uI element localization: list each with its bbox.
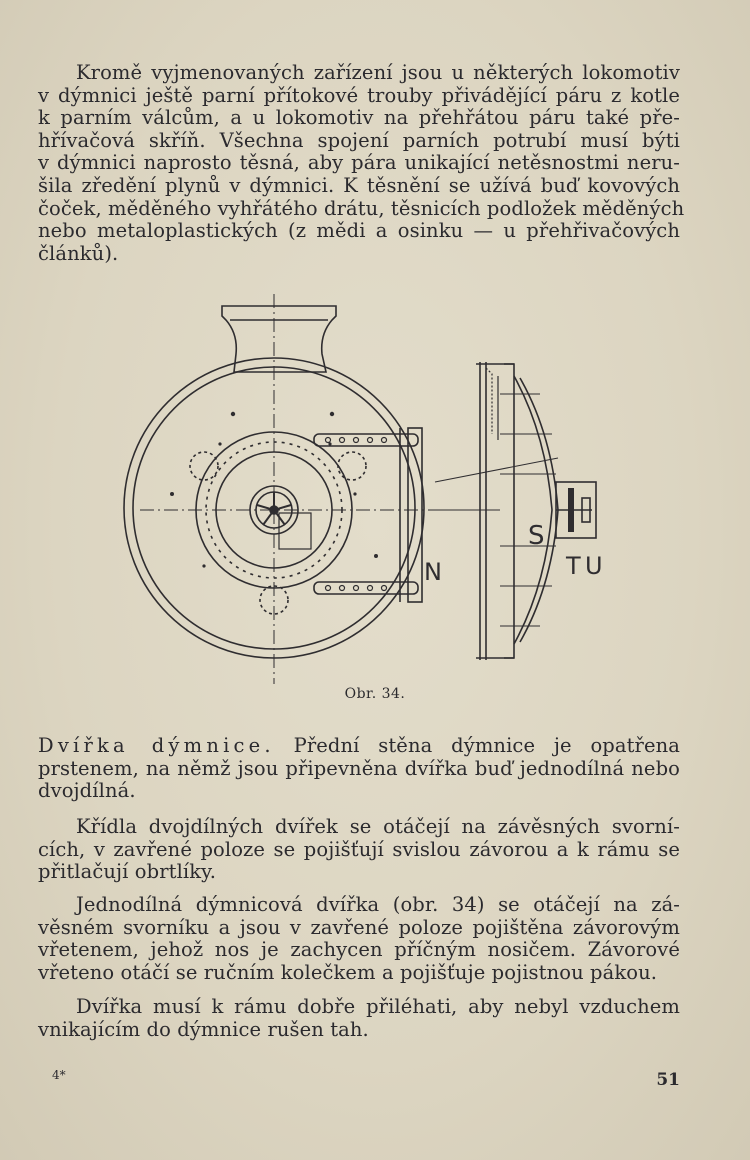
text-line: Dvířka musí k rámu dobře přiléhati, aby nebyl vzduchem — [76, 995, 680, 1018]
label-t: T — [566, 552, 581, 580]
text-line: Kromě vyjmenovaných zařízení jsou u některých lokomotiv — [76, 61, 680, 84]
text-line: Jednodílná dýmnicová dvířka (obr. 34) se otáčejí na zá- — [76, 893, 680, 916]
text-line: vřeteno otáčí se ručním kolečkem a pojišťuje pojistnou pákou. — [38, 960, 658, 984]
text-line: prstenem, na němž jsou připevněna dvířka buď jednodílná nebo — [38, 756, 680, 780]
paragraph-kridla — [38, 816, 680, 884]
text-line: čoček, měděného vyhřátého drátu, těsnicích podložek měděných — [38, 196, 685, 220]
page-number: 51 — [656, 1070, 680, 1090]
paragraph-dvirka — [38, 735, 680, 803]
text-line: cích, v zavřené poloze se pojišťují svislou závorou a k rámu se — [38, 837, 680, 861]
text-fragment: Přední stěna dýmnice je opatřena — [293, 734, 680, 757]
paragraph-jednodilna — [38, 894, 680, 984]
smokebox-door-drawing — [100, 294, 620, 684]
paragraph-intro — [38, 61, 685, 265]
label-n: N — [424, 558, 442, 586]
text-line: v dýmnici naprosto těsná, aby pára unikající netěsnostmi neru- — [38, 151, 680, 175]
text-line: šila zředění plynů v dýmnici. K těsnění se užívá buď kovových — [38, 173, 680, 197]
text-line: Křídla dvojdílných dvířek se otáčejí na závěsných svorní- — [76, 815, 680, 838]
paragraph-prilehat — [38, 996, 680, 1041]
text-line: vřetenem, jehož nos je zachycen příčným nosičem. Závorové — [38, 938, 680, 962]
text-line: hřívačová skříň. Všechna spojení parních potrubí musí býti — [38, 128, 680, 152]
signature-mark: 4* — [52, 1068, 66, 1082]
label-u: U — [585, 552, 603, 580]
label-s: S — [528, 521, 545, 551]
text-line: přitlačují obrtlíky. — [38, 860, 216, 884]
text-line: k parním válcům, a u lokomotiv na přehřátou páru také pře- — [38, 106, 680, 130]
text-line: dvojdílná. — [38, 779, 136, 803]
text-line: článků). — [38, 241, 119, 265]
smokebox-side-section — [435, 362, 596, 660]
smokebox-front-view — [124, 294, 500, 684]
text-line — [38, 735, 680, 758]
figure-caption: Obr. 34. — [344, 686, 406, 702]
text-line: věsném svorníku a jsou v zavřené poloze pojištěna závorovým — [38, 915, 680, 939]
text-line: v dýmnici ještě parní přítokové trouby přivádějící páru z kotle — [38, 83, 680, 107]
text-line: vnikajícím do dýmnice rušen tah. — [38, 1017, 369, 1041]
text-line: nebo metaloplastických (z mědi a osinku — u přehřivačových — [38, 219, 680, 243]
heading-term: Dvířka dýmnice. — [38, 734, 275, 757]
